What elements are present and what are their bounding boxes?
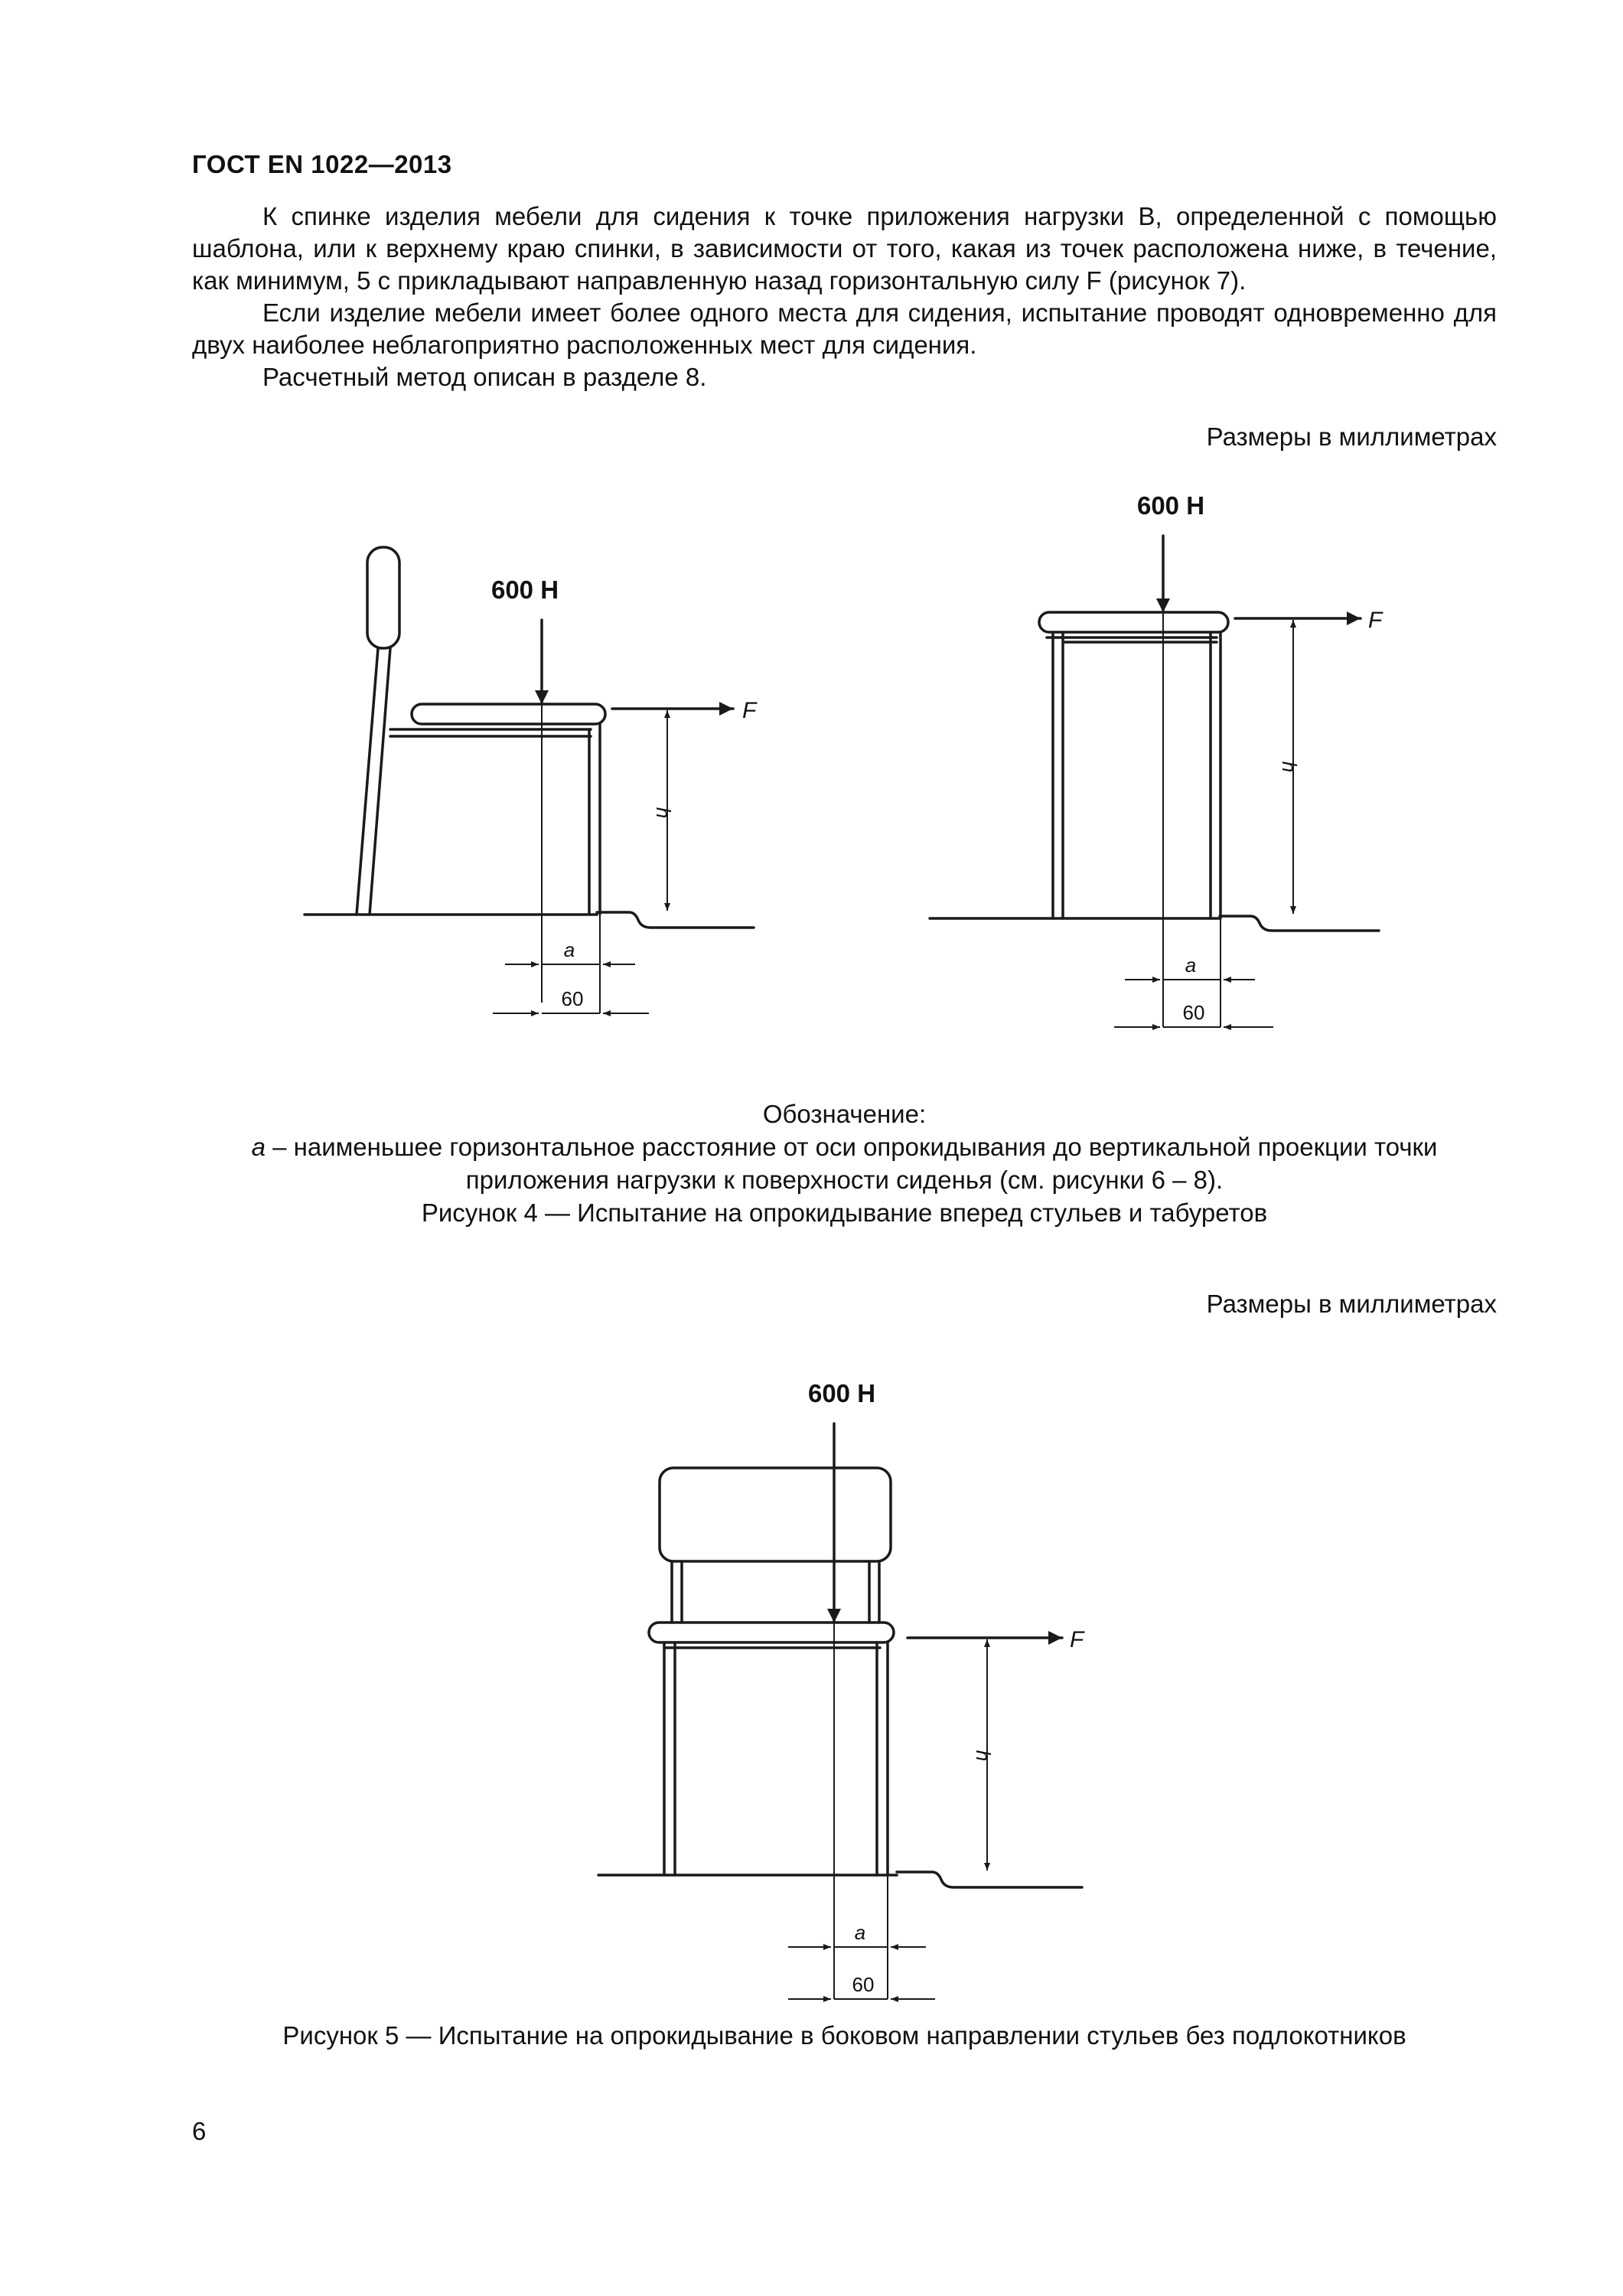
force-label-right: F (1368, 608, 1383, 633)
force-label-fig5: F (1070, 1627, 1084, 1652)
legend-entry (192, 1130, 1497, 1196)
figure-4-caption: Рисунок 4 — Испытание на опрокидывание вперед стульев и табуретов (421, 1199, 1268, 1227)
dim-60-label-right: 60 (1182, 1001, 1205, 1024)
figure-4-drawing (0, 475, 1623, 1087)
figure-5-caption: Рисунок 5 — Испытание на опрокидывание в боковом направлении стульев без подлокотников (282, 2021, 1406, 2050)
force-label-left: F (742, 698, 757, 723)
legend-text: – наименьшее горизонтальное расстояние от оси опрокидывания до вертикальной проекции точки приложения нагрузки к поверхности сиденья (см. рисунки 6 – 8). (265, 1133, 1438, 1194)
chair-front-view (598, 1468, 1082, 1887)
paragraph-2: Если изделие мебели имеет более одного места для сидения, испытание проводят одновременно для двух наиболее неблагоприятно расположенных мест для сидения. (192, 298, 1497, 359)
chair-side-view (305, 547, 754, 928)
height-label-left: h (652, 807, 675, 819)
figure-4-legend (192, 1097, 1497, 1229)
units-note-fig5: Размеры в миллиметрах (1206, 1290, 1497, 1318)
dim-a-label-right: a (1185, 954, 1197, 977)
document-header: ГОСТ EN 1022—2013 (192, 150, 452, 178)
height-label-fig5: h (972, 1750, 995, 1762)
page-number: 6 (192, 2117, 207, 2145)
paragraph-1: К спинке изделия мебели для сидения к точке приложения нагрузки B, определенной с помощью шаблона, или к верхнему краю спинки, в зависимости от того, какая из точек расположена ниже, в течение, как минимум, 5 с прикладывают направленную назад горизонтальную силу F (рисунок 7). (192, 202, 1497, 295)
legend-symbol: a (251, 1133, 266, 1161)
units-note-fig4: Размеры в миллиметрах (1206, 422, 1497, 451)
stool-side-view (930, 612, 1379, 931)
load-label-fig5: 600 Н (807, 1379, 876, 1407)
height-label-right: h (1278, 761, 1301, 773)
load-label-left: 600 Н (490, 576, 559, 604)
load-label-right: 600 Н (1136, 491, 1205, 520)
figure-5-drawing (0, 1362, 1623, 2036)
dim-a-label-fig5: a (854, 1921, 866, 1944)
legend-title: Обозначение: (762, 1100, 927, 1128)
dim-60-label-fig5: 60 (852, 1973, 875, 1996)
dim-60-label-left: 60 (561, 987, 584, 1010)
body-text (192, 201, 1497, 393)
paragraph-3: Расчетный метод описан в разделе 8. (262, 363, 707, 391)
dim-a-label-left: a (563, 938, 575, 961)
